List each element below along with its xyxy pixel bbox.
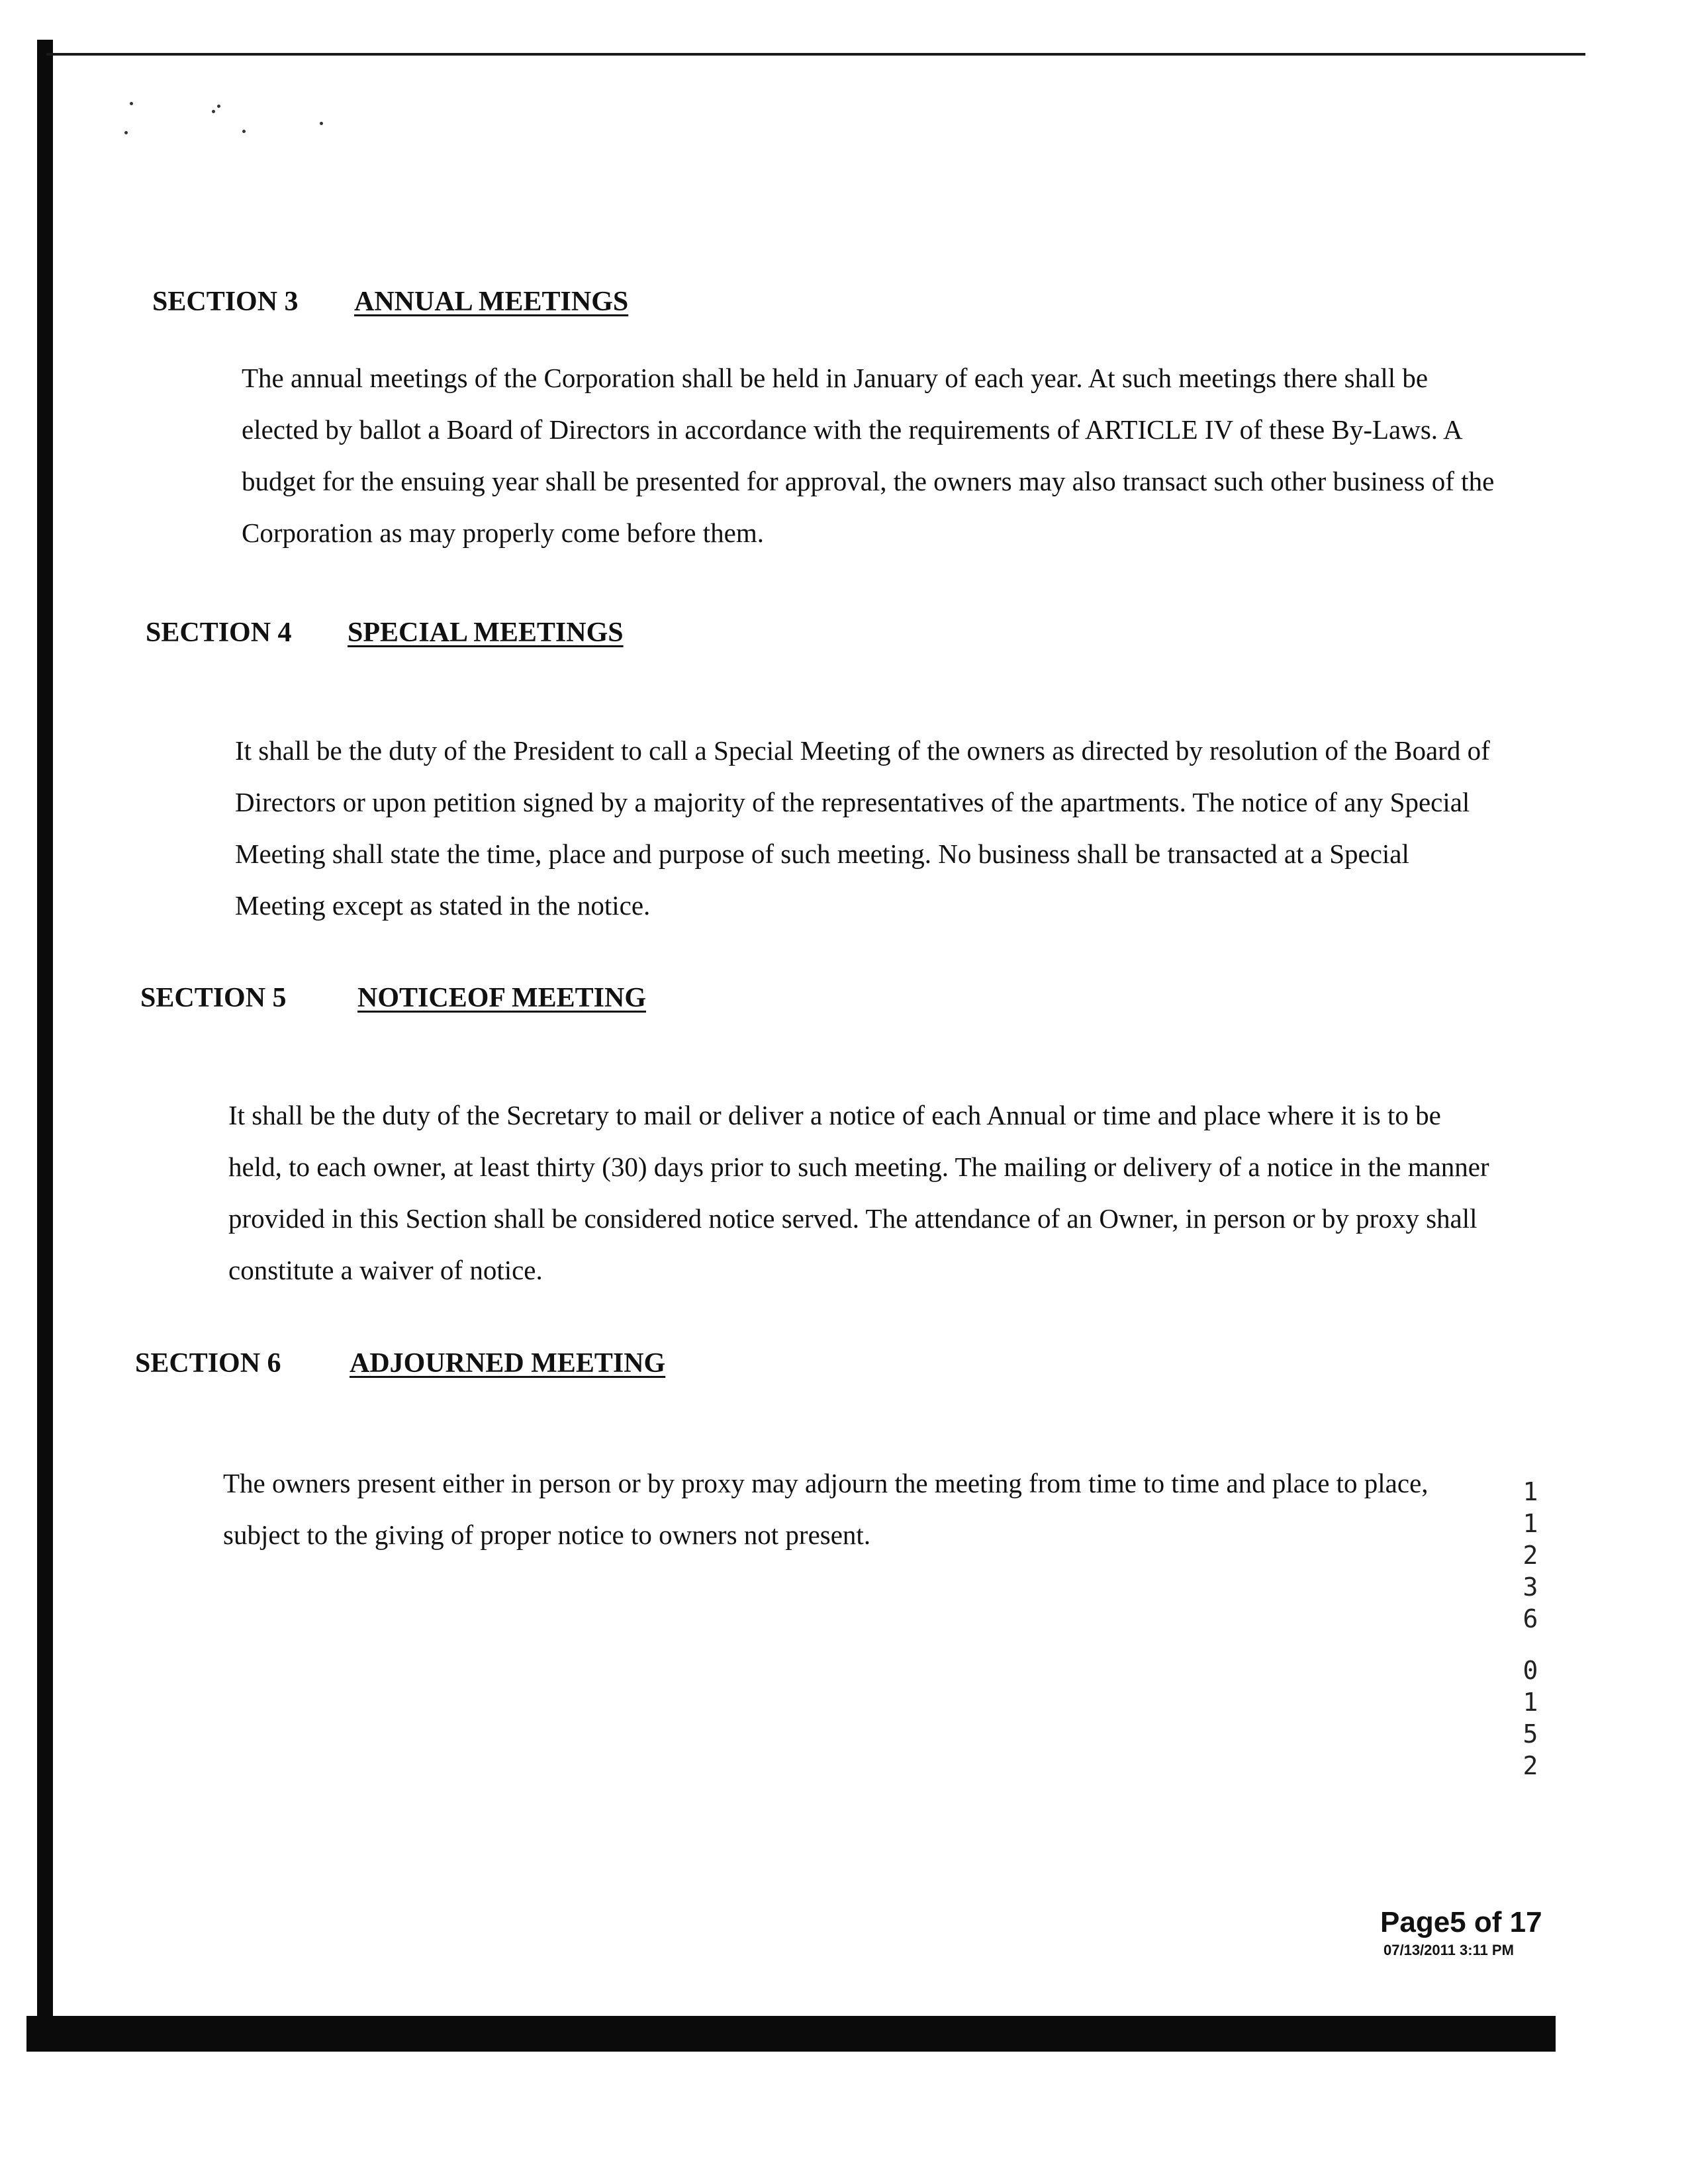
section-body: The annual meetings of the Corporation shall be held in January of each year. At such meetings there shall be elected by ballot a Board of Directors in accordance with the requirements of ARTICLE IV of these By-Laws. A budget for the ensuing year shall be presented for approval, the owners may also transact such other business of the Corporation as may properly come before them. <box>242 363 1495 548</box>
scan-speck <box>124 131 128 134</box>
section-heading <box>152 286 628 318</box>
scan-border-bottom <box>26 2016 1556 2052</box>
scan-speck <box>320 122 323 125</box>
section-body: It shall be the duty of the Secretary to mail or deliver a notice of each Annual or time and place where it is to be held, to each owner, at least thirty (30) days prior to such meeting. The mailing or delivery of a notice in the manner provided in this Section shall be considered notice served. The attendance of an Owner, in person or by proxy shall constitute a waiver of notice. <box>228 1100 1489 1285</box>
section-title: NOTICEOF MEETING <box>357 983 646 1013</box>
section-heading <box>140 982 646 1014</box>
section-number: SECTION 5 <box>140 983 287 1013</box>
section-title: ADJOURNED MEETING <box>350 1348 666 1379</box>
scan-border-top <box>46 53 1585 56</box>
section-title: SPECIAL MEETINGS <box>348 617 624 648</box>
page-number: Page5 of 17 <box>1380 1906 1542 1938</box>
scan-speck <box>130 102 133 105</box>
section-heading <box>146 617 624 649</box>
stamp-digit: 1 <box>1523 1509 1538 1538</box>
page-timestamp: 07/13/2011 3:11 PM <box>1383 1942 1514 1958</box>
section-title: ANNUAL MEETINGS <box>354 287 629 317</box>
stamp-digit: 1 <box>1523 1688 1538 1717</box>
scan-border-left <box>37 40 53 2052</box>
section-number: SECTION 3 <box>152 287 299 317</box>
recording-stamp <box>1517 1476 1544 1782</box>
stamp-digit: 5 <box>1523 1719 1538 1749</box>
stamp-digit: 0 <box>1523 1656 1538 1685</box>
scan-speck <box>212 110 215 113</box>
stamp-digit: 2 <box>1523 1751 1538 1780</box>
section-number: SECTION 4 <box>146 617 292 648</box>
scan-speck <box>242 130 246 133</box>
stamp-digit: 6 <box>1523 1604 1538 1633</box>
stamp-digit: 2 <box>1523 1541 1538 1570</box>
section-body: It shall be the duty of the President to call a Special Meeting of the owners as directed by resolution of the Board of Directors or upon petition signed by a majority of the representatives of the apartments. The notice of any Special Meeting shall state the time, place and purpose of such meeting. No business shall be transacted at a Special Meeting except as stated in the notice. <box>235 735 1490 921</box>
section-body: The owners present either in person or by proxy may adjourn the meeting from time to time and place to place, subject to the giving of proper notice to owners not present. <box>223 1468 1429 1550</box>
stamp-digit: 3 <box>1523 1572 1538 1602</box>
section-heading <box>135 1347 665 1379</box>
stamp-digit: 1 <box>1523 1477 1538 1506</box>
section-number: SECTION 6 <box>135 1348 281 1379</box>
scan-speck <box>217 105 220 108</box>
